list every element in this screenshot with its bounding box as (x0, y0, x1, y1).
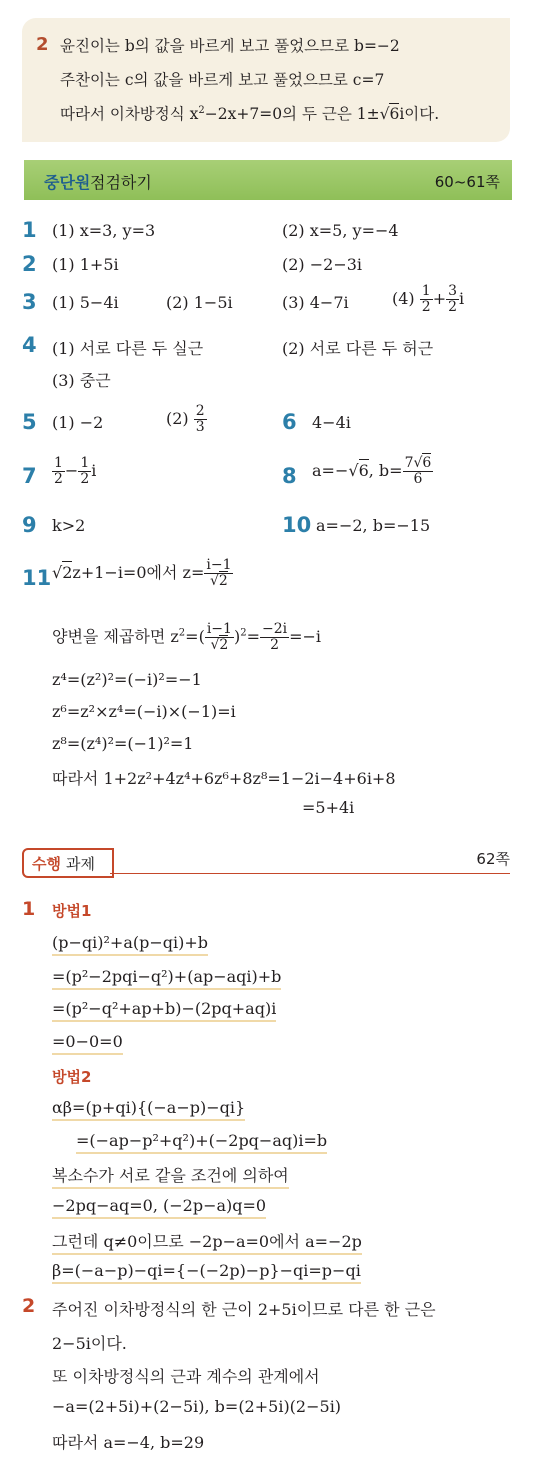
q11-line-6: 따라서 1+2z²+4z⁴+6z⁶+8z⁸=1−2i−4+6i+8 (52, 769, 396, 788)
task-1-number: 1 (22, 898, 36, 920)
method-2-line-4: −2pq−aq=0, (−2p−a)q=0 (52, 1196, 266, 1215)
method-1-heading: 방법1 (52, 902, 92, 920)
problem-number: 2 (36, 34, 49, 55)
q9-answer: k>2 (52, 516, 86, 535)
q2-answer-2: (2) −2−3i (282, 255, 363, 274)
method-1-line-3: =(p²−q²+ap+b)−(2pq+aq)i (52, 999, 276, 1018)
q10-number: 10 (282, 513, 312, 537)
q4-number: 4 (22, 333, 37, 357)
section-header (24, 160, 512, 200)
q2-number: 2 (22, 252, 37, 276)
q8-answer: a=−√6, b= $\frac{7√6}{6}$ (312, 455, 432, 487)
q7-number: 7 (22, 464, 37, 488)
q11-number: 11 (22, 566, 52, 590)
q1-answer-1: (1) x=3, y=3 (52, 221, 156, 240)
box-line-1: 윤진이는 b의 값을 바르게 보고 풀었으므로 b=−2 (60, 37, 400, 55)
method-2-line-5: 그런데 q≠0이므로 −2p−a=0에서 a=−2p (52, 1229, 362, 1252)
q6-answer: 4−4i (312, 413, 351, 432)
q4-answer-1: (1) 서로 다른 두 실근 (52, 339, 204, 358)
method-1-line-4: =0−0=0 (52, 1032, 123, 1051)
box-line-2: 주찬이는 c의 값을 바르게 보고 풀었으므로 c=7 (60, 71, 385, 89)
task-header-rule (110, 873, 510, 874)
q8-number: 8 (282, 464, 297, 488)
q6-number: 6 (282, 410, 297, 434)
section-pages: 60~61쪽 (434, 173, 500, 191)
task-header (22, 848, 114, 878)
task-label: 과제 (66, 855, 95, 873)
task-2-line-5: 따라서 a=−4, b=29 (52, 1433, 205, 1452)
q9-number: 9 (22, 513, 37, 537)
q10-answer: a=−2, b=−15 (316, 516, 431, 535)
q4-answer-3: (3) 중근 (52, 371, 111, 390)
q11-line-3: z⁴=(z²)²=(−i)²=−1 (52, 670, 202, 689)
q11-line-5: z⁸=(z⁴)²=(−1)²=1 (52, 734, 194, 753)
method-2-line-6: β=(−a−p)−qi={−(−2p)−p}−qi=p−qi (52, 1261, 361, 1280)
task-2-number: 2 (22, 1295, 36, 1317)
q5-answer-1: (1) −2 (52, 413, 104, 432)
q1-number: 1 (22, 218, 37, 242)
task-2-line-1: 주어진 이차방정식의 한 근이 2+5i이므로 다른 한 근은 (52, 1300, 436, 1319)
section-title: 점검하기 (90, 173, 152, 192)
method-1-line-1: (p−qi)²+a(p−qi)+b (52, 933, 208, 952)
section-title-bold: 중단원 (44, 173, 91, 192)
q3-answer-1: (1) 5−4i (52, 293, 119, 312)
q3-answer-3: (3) 4−7i (282, 293, 349, 312)
q3-number: 3 (22, 290, 37, 314)
q11-line-1: √2z+1−i=0에서 z= $\frac{i-1}{√2}$ (52, 557, 232, 589)
q11-line-4: z⁶=z²×z⁴=(−i)×(−1)=i (52, 702, 236, 721)
q5-answer-2: (2) $\frac{2}{3}$ (166, 403, 205, 435)
task-2-line-4: −a=(2+5i)+(2−5i), b=(2+5i)(2−5i) (52, 1397, 342, 1416)
q4-answer-2: (2) 서로 다른 두 허근 (282, 339, 434, 358)
box-line-3: 따라서 이차방정식 $x^2-2x+7=0$의 두 근은 1±√6i이다. (60, 104, 440, 123)
q3-answer-2: (2) 1−5i (166, 293, 233, 312)
method-2-line-3: 복소수가 서로 같을 조건에 의하여 (52, 1163, 289, 1186)
q7-answer: $\frac{1}{2}$ − $\frac{1}{2}$ i (54, 455, 97, 487)
method-2-heading: 방법2 (52, 1068, 92, 1086)
q2-answer-1: (1) 1+5i (52, 255, 119, 274)
solution-box (22, 18, 510, 142)
task-label-bold: 수행 (32, 855, 61, 873)
task-2-line-3: 또 이차방정식의 근과 계수의 관계에서 (52, 1367, 320, 1386)
method-1-line-2: =(p²−2pqi−q²)+(ap−aqi)+b (52, 967, 281, 986)
task-page: 62쪽 (476, 850, 510, 868)
q5-number: 5 (22, 410, 37, 434)
method-2-line-1: αβ=(p+qi){(−a−p)−qi} (52, 1098, 245, 1117)
q1-answer-2: (2) x=5, y=−4 (282, 221, 399, 240)
method-2-line-2: =(−ap−p²+q²)+(−2pq−aq)i=b (76, 1131, 327, 1150)
q3-answer-4: (4) $\frac{1}{2}$ + $\frac{3}{2}$ i (392, 283, 465, 315)
q11-line-7: =5+4i (302, 798, 355, 817)
task-2-line-2: 2−5i이다. (52, 1334, 127, 1353)
q11-line-2: 양변을 제곱하면 $z^2=$( $\frac{i-1}{√2}$ )$^2$= $\frac{-2i}{2}$ =−i (52, 621, 322, 653)
